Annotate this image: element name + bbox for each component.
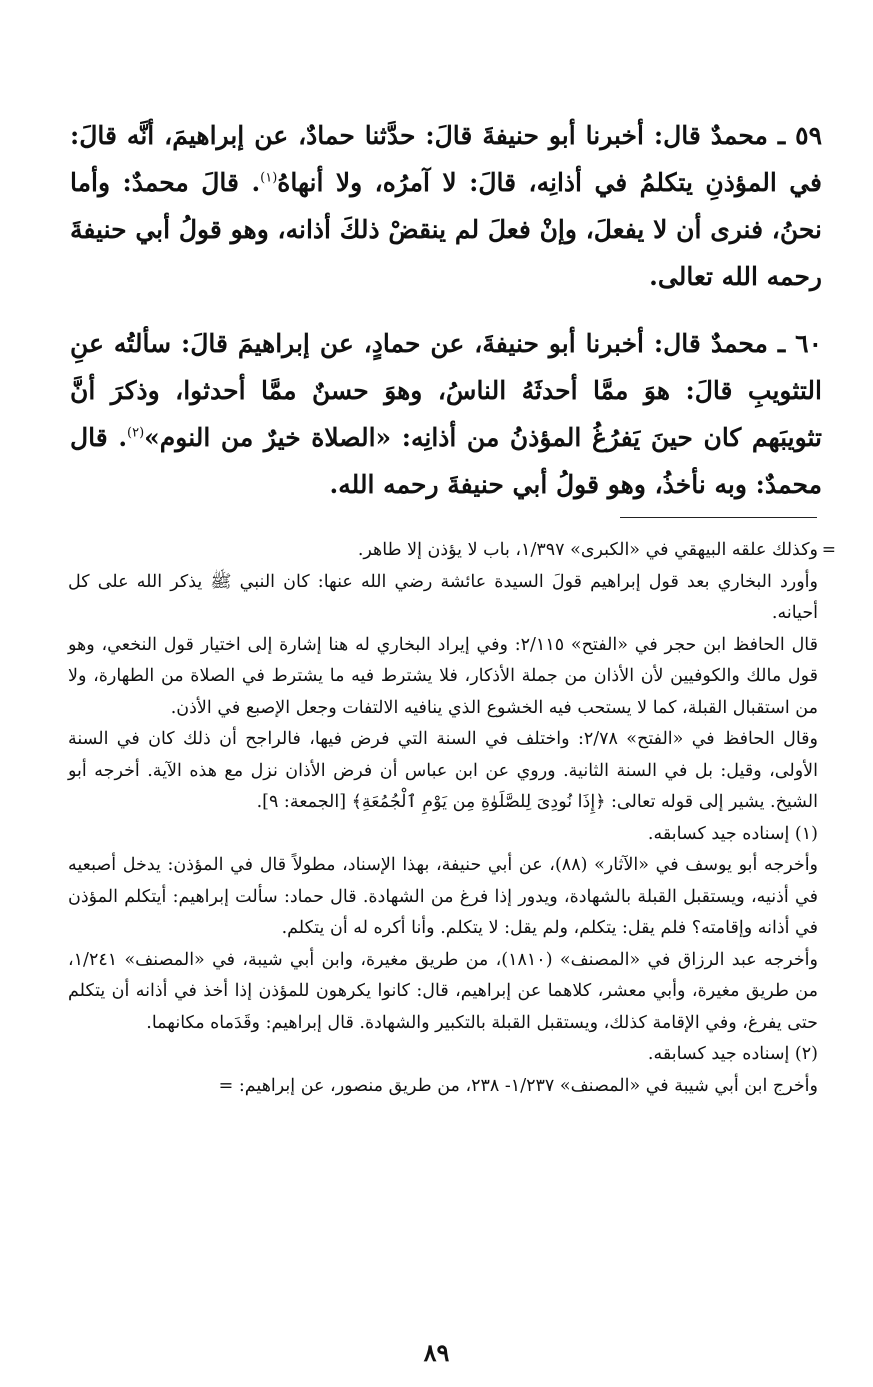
paragraph-text-continued: . قال محمدٌ: وبه نأخذُ، وهو قولُ أبي حنيفةَ رحمه الله. (70, 423, 822, 499)
footnotes (68, 535, 836, 1102)
footnote-ref-1[interactable]: (١) (260, 170, 278, 186)
footnote-line: وأخرجه عبد الرزاق في «المصنف» (١٨١٠)، من طريق مغيرة، وابن أبي شيبة، في «المصنف» ١/٢٤١، من طريق مغيرة، وأبي معشر، كلاهما عن إبراهيم، قال: كانوا يكرهون للمؤذن إذا أخذ في أذانه أن يتكلم حتى يفرغ، وفي الإقامة كذلك، ويستقبل القبلة بالتكبير والشهادة. قال إبراهيم: وقَدَماه مكانهما. (68, 949, 818, 1033)
main-text (70, 112, 822, 522)
footnote-separator (620, 517, 817, 518)
footnote-block (68, 535, 836, 567)
footnote-line: قال الحافظ ابن حجر في «الفتح» ٢/١١٥: وفي إيراد البخاري له هنا إشارة إلى اختيار قول النخعي، وهو قول مالك والكوفيين لأن الأذان من جملة الأذكار، فلا يشترط فيه ما يشترط في الصلاة من الطهارة، ولا من استقبال القبلة، كما لا يستحب فيه الخشوع الذي ينافيه الالتفات وجعل الإصبع في الأذن. (68, 634, 818, 718)
paragraph-number: ٦٠ ـ (777, 329, 823, 358)
footnote-1: (١) إسناده جيد كسابقه. (647, 823, 818, 844)
paragraph-text-continued: . قالَ محمدٌ: وأما نحنُ، فنرى أن لا يفعلَ، وإنْ فعلَ لم ينقضْ ذلكَ أذانه، وهو قولُ أبي حنيفةَ رحمه الله تعالى. (70, 168, 822, 291)
footnote-line: وقال الحافظ في «الفتح» ٢/٧٨: واختلف في السنة التي فرض فيها، فالراجح أن ذلك كان في السنة الأولى، وقيل: بل في السنة الثانية. وروي عن ابن عباس أن فرض الأذان نزل مع هذه الآية. أخرجه أبو الشيخ. يشير إلى قوله تعالى: ﴿إِذَا نُودِىَ لِلصَّلَوٰةِ مِن يَوْمِ ٱلْجُمُعَةِ﴾ [الجمعة: ٩]. (68, 729, 818, 812)
paragraph-59 (70, 112, 822, 300)
footnote-line: وكذلك علقه البيهقي في «الكبرى» ١/٣٩٧، باب لا يؤذن إلا طاهر. (357, 540, 818, 560)
paragraph-60 (70, 320, 822, 508)
footnote-2: (٢) إسناده جيد كسابقه. (647, 1044, 818, 1064)
paragraph-text: محمدٌ قال: أخبرنا أبو حنيفةَ، عن حمادٍ، عن إبراهيمَ قالَ: سألتُه عنِ التثويبِ قالَ: هوَ ممَّا أحدثَهُ الناسُ، وهوَ حسنٌ ممَّا أحدثوا، وذكرَ أنَّ تثويبَهم كان حينَ يَفرُغُ المؤذنُ من أذانِه: «الصلاة خيرٌ من النوم» (70, 329, 822, 452)
footnote-ref-2[interactable]: (٢) (127, 425, 145, 441)
footnote-line: وأخرجه أبو يوسف في «الآثار» (٨٨)، عن أبي حنيفة، بهذا الإسناد، مطولاً قال في المؤذن: يدخل أصبعيه في أذنيه، ويستقبل القبلة بالشهادة، ويدور إذا فرغ من الشهادة. قال حماد: سألت إبراهيم: أيتكلم المؤذن في أذانه وإقامته؟ فلم يقل: يتكلم، ولم يقل: لا يتكلم. وأنا أكره له أن يتكلم. (68, 855, 819, 938)
paragraph-number: ٥٩ ـ (777, 121, 822, 150)
page-number: ٨٩ (423, 1338, 450, 1367)
footnote-line: وأورد البخاري بعد قول إبراهيم قولَ السيدة عائشة رضي الله عنها: كان النبي ﷺ يذكر الله على كل أحيانه. (68, 571, 818, 623)
footnote-line: وأخرج ابن أبي شيبة في «المصنف» ١/٢٣٧- ٢٣٨، من طريق منصور، عن إبراهيم: = (218, 1075, 818, 1096)
continuation-mark: = (821, 540, 836, 560)
paragraph-text: محمدٌ قال: أخبرنا أبو حنيفةَ قالَ: حدَّثنا حمادٌ، عن إبراهيمَ، أنَّه قالَ: في المؤذنِ يتكلمُ في أذانِه، قالَ: لا آمرُه، ولا أنهاهُ (70, 121, 823, 197)
